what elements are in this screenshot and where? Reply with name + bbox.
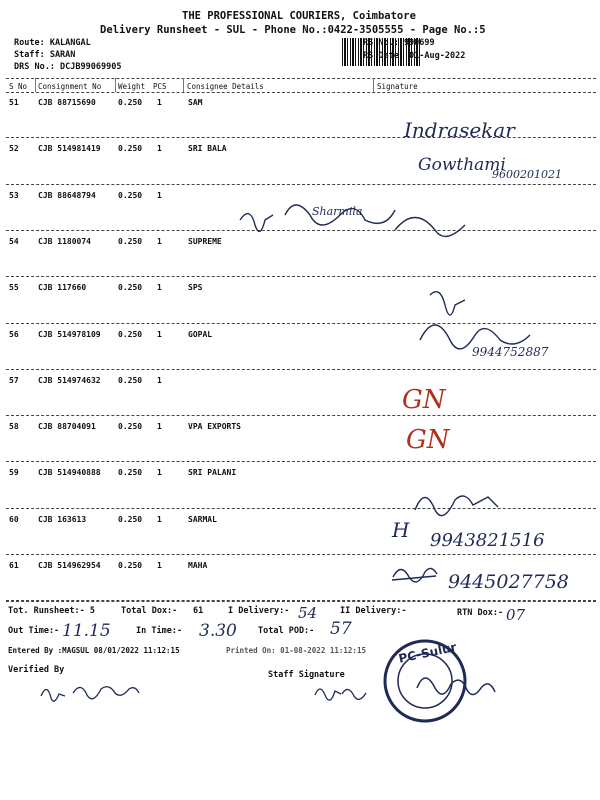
entered-by: Entered By :MAGSUL 08/01/2022 11:12:15 [8,646,180,655]
cell-pcs: 1 [157,561,162,570]
col-divider [115,78,116,92]
header-rule [6,92,596,93]
cell-pcs: 1 [157,422,162,432]
verifier-signature [38,678,148,708]
total-pod-value: 57 [330,619,352,639]
total-dox-label: Total Dox:- [121,606,178,616]
cell-pcs: 1 [157,375,162,385]
printed-on: Printed On: 01-08-2022 11:12:15 [226,646,366,655]
cell-pcs: 1 [157,329,162,339]
cell-cno: CJB 514981419 [38,144,101,154]
in-time-value: 3.30 [199,621,237,641]
staff-label: Staff: SARAN [14,50,76,60]
cell-pcs: 1 [157,468,162,478]
cell-sno: 51 [9,98,19,107]
footer-rule [6,601,596,602]
handwritten-signature: Sharmila [312,205,363,218]
col-signature: Signature [377,82,418,91]
cell-cno: CJB 88648794 [38,190,96,200]
cell-weight: 0.250 [118,375,143,385]
cell-cno: CJB 117660 [38,283,87,293]
cell-cno: CJB 514962954 [38,561,101,570]
cell-cno: CJB 514940888 [38,468,101,478]
cell-sno: 57 [9,375,19,385]
cell-pcs: 1 [157,236,162,246]
row-divider [6,554,596,555]
cell-sno: 56 [9,329,19,339]
staff-signature-label: Staff Signature [268,670,345,680]
cell-weight: 0.250 [118,98,143,107]
stamp-text: PC-Sulur [397,639,458,666]
cell-consignee: SARMAL [188,514,217,524]
handwritten-signature: GN [406,425,450,455]
cell-cno: CJB 514978109 [38,329,101,339]
runsheet-title: Delivery Runsheet - SUL - Phone No.:0422-3505555 - Page No.:5 [100,24,486,36]
handwritten-number: 9600201021 [492,168,562,181]
cell-pcs: 1 [157,98,162,107]
verified-by-label: Verified By [8,665,65,675]
cell-cno: CJB 88715690 [38,98,96,107]
cell-sno: 60 [9,514,19,524]
cell-pcs: 1 [157,144,162,154]
cell-weight: 0.250 [118,144,143,154]
cell-consignee: SUPREME [188,236,222,246]
rtn-dox-value: 07 [506,606,526,624]
stamp-signature [412,668,512,708]
col-weight: Weight [118,82,146,91]
cell-weight: 0.250 [118,190,143,200]
cell-sno: 52 [9,144,19,154]
col-divider [35,78,36,92]
handwritten-signature: GN [402,385,446,415]
cell-cno: CJB 514974632 [38,375,101,385]
tot-runsheet: Tot. Runsheet:- 5 [8,606,95,616]
cell-sno: 61 [9,561,19,570]
cell-weight: 0.250 [118,283,143,293]
handwritten-number: 9445027758 [448,571,569,593]
cell-sno: 59 [9,468,19,478]
cell-consignee: SRI PALANI [188,468,237,478]
handwritten-number: 9943821516 [430,530,545,551]
cell-consignee: SRI BALA [188,144,227,154]
drs-label: DRS No.: DCJB99069905 [14,62,122,72]
cell-sno: 54 [9,236,19,246]
handwritten-signature: Indrasekar [404,118,515,142]
route-label: Route: KALANGAL [14,38,91,48]
col-consignee: Consignee Details [187,82,264,91]
cell-weight: 0.250 [118,422,143,432]
cell-cno: CJB 88704091 [38,422,96,432]
row-divider [6,461,596,462]
cell-weight: 0.250 [118,329,143,339]
col-consignment: Consignment No [38,82,102,91]
ii-delivery-label: II Delivery:- [340,606,407,616]
rs-date: RS Date: 01-Aug-2022 [363,51,466,61]
out-time-label: Out Time:- [8,626,60,636]
col-sno: S No [9,82,28,91]
cell-cno: CJB 163613 [38,514,87,524]
cell-weight: 0.250 [118,236,143,246]
cell-cno: CJB 1180074 [38,236,91,246]
col-divider [183,78,184,92]
handwritten-signature: H [392,518,410,542]
rs-number: RS No.: 990699 [363,38,435,48]
total-pod-label: Total POD:- [258,626,315,636]
cell-weight: 0.250 [118,468,143,478]
signature-scribble [410,485,530,525]
cell-consignee: VPA EXPORTS [188,422,241,432]
cell-pcs: 1 [157,190,162,200]
row-divider [6,276,596,277]
cell-consignee: MAHA [188,561,208,570]
total-dox-value: 61 [193,606,204,616]
cell-pcs: 1 [157,514,162,524]
cell-weight: 0.250 [118,561,143,570]
table-top-rule [6,78,596,79]
handwritten-signature: Gowthami [418,155,506,175]
i-delivery-value: 54 [298,604,318,622]
col-divider [373,78,374,92]
out-time-value: 11.15 [62,621,111,641]
rtn-dox-label: RTN Dox:- [457,608,504,618]
cell-consignee: SPS [188,283,203,293]
col-pcs: PCS [153,82,167,91]
handwritten-number: 9944752887 [472,345,549,359]
row-divider [6,415,596,416]
company-title: THE PROFESSIONAL COURIERS, Coimbatore [182,10,416,22]
cell-sno: 55 [9,283,19,293]
staff-signature [312,680,372,704]
row-divider [6,369,596,370]
cell-consignee: GOPAL [188,329,213,339]
i-delivery-label: I Delivery:- [228,606,290,616]
signature-scribble [390,562,440,587]
in-time-label: In Time:- [136,626,183,636]
cell-weight: 0.250 [118,514,143,524]
cell-sno: 53 [9,190,19,200]
cell-consignee: SAM [188,98,203,107]
row-divider [6,184,596,185]
cell-pcs: 1 [157,283,162,293]
cell-sno: 58 [9,422,19,432]
